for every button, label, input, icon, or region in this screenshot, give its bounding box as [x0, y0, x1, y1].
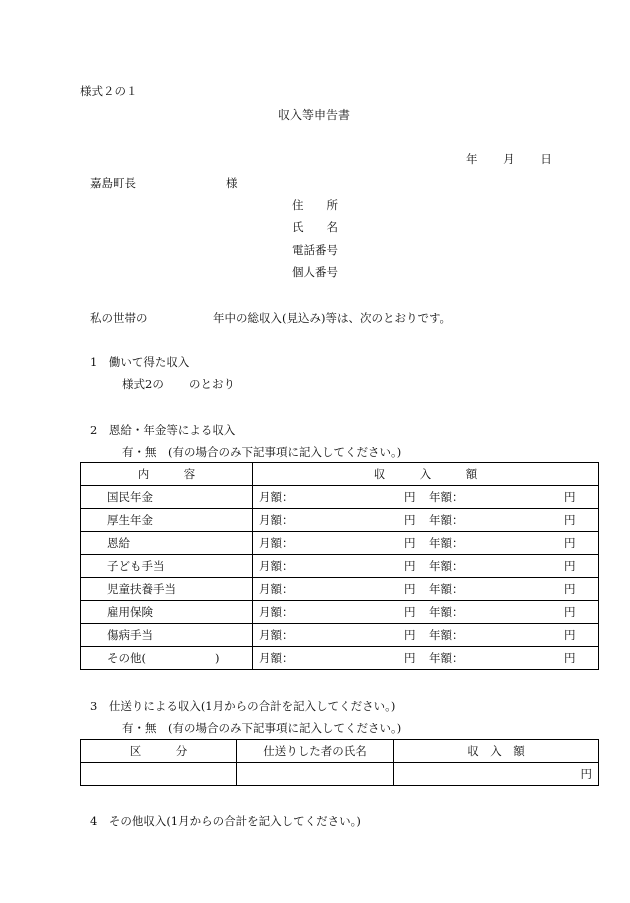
table-row: [81, 601, 599, 624]
table-row: [81, 509, 599, 532]
yearly-label: 年額：: [429, 605, 464, 619]
table-row: [81, 555, 599, 578]
row-item-label: 国民年金: [81, 486, 253, 509]
date-day-label: 日: [540, 152, 552, 166]
amount-cell[interactable]: [253, 647, 599, 670]
section1-line-prefix: 様式2の: [122, 377, 164, 391]
monthly-yen: 円: [404, 582, 416, 596]
field-address-label: 住 所: [292, 198, 338, 212]
date-month-label: 月: [503, 152, 515, 166]
yearly-label: 年額：: [429, 651, 464, 665]
section4-heading: 4 その他収入(1月からの合計を記入してください。): [90, 814, 361, 828]
monthly-label: 月額：: [259, 605, 294, 619]
row-item-label: 厚生年金: [81, 509, 253, 532]
table-header-row: [81, 463, 599, 486]
yearly-yen: 円: [564, 559, 576, 573]
date-line: [466, 151, 552, 167]
yearly-label: 年額：: [429, 490, 464, 504]
amount-cell[interactable]: [253, 624, 599, 647]
field-personal-number-label: 個人番号: [292, 265, 338, 279]
monthly-label: 月額：: [259, 559, 294, 573]
date-year-label: 年: [466, 152, 478, 166]
monthly-yen: 円: [404, 536, 416, 550]
header-income-amount: 収 入 額: [394, 740, 599, 763]
section1-heading: 1 働いて得た収入: [90, 355, 190, 369]
intro-prefix: 私の世帯の: [90, 311, 148, 325]
field-name-label: 氏 名: [292, 220, 338, 234]
table-row: [81, 624, 599, 647]
monthly-label: 月額：: [259, 536, 294, 550]
header-sender-name: 仕送りした者の氏名: [237, 740, 394, 763]
category-cell[interactable]: [81, 763, 237, 786]
addressee-honorific: 様: [226, 176, 238, 190]
field-phone-label: 電話番号: [292, 243, 338, 257]
intro-text: 年中の総収入(見込み)等は、次のとおりです。: [213, 311, 452, 325]
yearly-yen: 円: [564, 582, 576, 596]
income-amount-cell[interactable]: [394, 763, 599, 786]
monthly-yen: 円: [404, 559, 416, 573]
table-header-row: [81, 740, 599, 763]
yen-unit: 円: [580, 767, 592, 781]
monthly-yen: 円: [404, 605, 416, 619]
table-row: [81, 532, 599, 555]
allowance-income-table: [80, 739, 599, 786]
amount-cell[interactable]: [253, 509, 599, 532]
header-item: 内 容: [81, 463, 253, 486]
yearly-label: 年額：: [429, 536, 464, 550]
amount-cell[interactable]: [253, 601, 599, 624]
pension-income-table: [80, 462, 599, 670]
row-item-label: 雇用保険: [81, 601, 253, 624]
header-category: 区 分: [81, 740, 237, 763]
addressee-name: 嘉島町長: [90, 176, 136, 190]
form-number: 様式２の１: [80, 84, 138, 98]
section2-heading: 2 恩給・年金等による収入: [90, 423, 236, 437]
yearly-yen: 円: [564, 536, 576, 550]
sender-name-cell[interactable]: [237, 763, 394, 786]
table-row: [81, 486, 599, 509]
table-row: [81, 647, 599, 670]
monthly-yen: 円: [404, 628, 416, 642]
row-item-label: 児童扶養手当: [81, 578, 253, 601]
section3-presence[interactable]: 有・無 (有の場合のみ下記事項に記入してください。): [122, 721, 402, 735]
amount-cell[interactable]: [253, 486, 599, 509]
yearly-yen: 円: [564, 651, 576, 665]
monthly-label: 月額：: [259, 490, 294, 504]
monthly-yen: 円: [404, 490, 416, 504]
monthly-yen: 円: [404, 513, 416, 527]
header-amount: 収 入 額: [253, 463, 599, 486]
yearly-yen: 円: [564, 628, 576, 642]
table-row: [81, 763, 599, 786]
amount-cell[interactable]: [253, 555, 599, 578]
row-item-label: 恩給: [81, 532, 253, 555]
monthly-label: 月額：: [259, 582, 294, 596]
yearly-label: 年額：: [429, 513, 464, 527]
yearly-yen: 円: [564, 490, 576, 504]
yearly-yen: 円: [564, 513, 576, 527]
row-item-label: 子ども手当: [81, 555, 253, 578]
document-title: 収入等申告書: [278, 108, 351, 122]
monthly-label: 月額：: [259, 628, 294, 642]
yearly-label: 年額：: [429, 628, 464, 642]
monthly-label: 月額：: [259, 651, 294, 665]
monthly-yen: 円: [404, 651, 416, 665]
amount-cell[interactable]: [253, 578, 599, 601]
amount-cell[interactable]: [253, 532, 599, 555]
yearly-label: 年額：: [429, 559, 464, 573]
yearly-label: 年額：: [429, 582, 464, 596]
section1-line-suffix: のとおり: [189, 377, 235, 391]
section2-presence[interactable]: 有・無 (有の場合のみ下記事項に記入してください。): [122, 445, 402, 459]
row-item-label: その他( ): [81, 647, 253, 670]
monthly-label: 月額：: [259, 513, 294, 527]
section3-heading: 3 仕送りによる収入(1月からの合計を記入してください。): [90, 699, 396, 713]
row-item-label: 傷病手当: [81, 624, 253, 647]
yearly-yen: 円: [564, 605, 576, 619]
table-row: [81, 578, 599, 601]
